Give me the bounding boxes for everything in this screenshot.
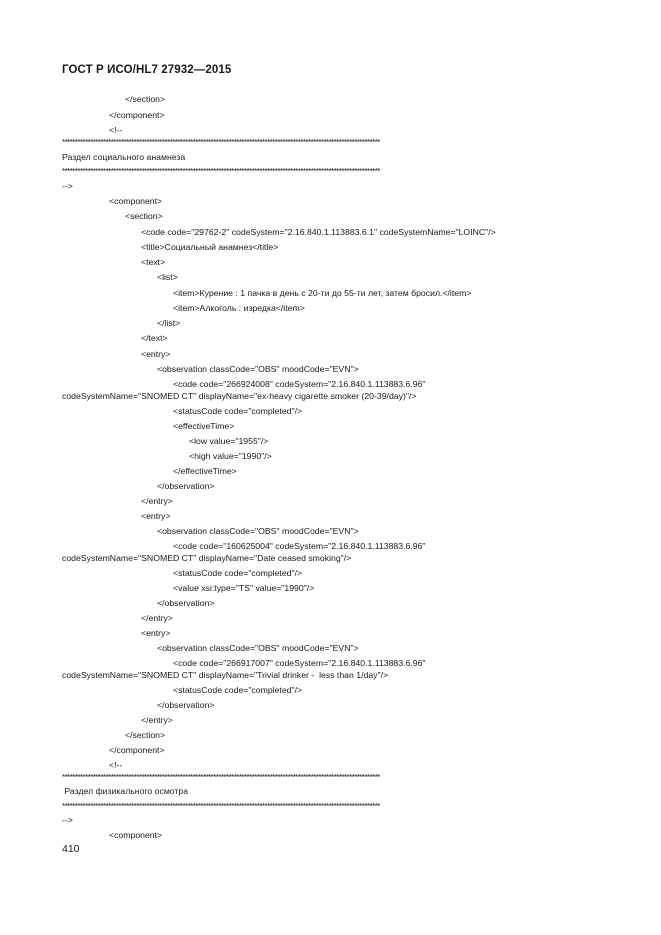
code-line: <entry> [141,511,171,521]
code-line: <observation classCode="OBS" moodCode="EVN"> [157,364,359,374]
code-line: </section> [125,730,166,740]
code-line: <title>Социальный анамнез</title> [141,242,279,252]
code-line: </observation> [157,700,215,710]
code-line: </observation> [157,481,215,491]
code-line: <statusCode code="completed"/> [173,568,303,578]
code-line: <!-- [109,760,123,770]
code-line: <component> [109,196,163,206]
code-line: </entry> [141,613,173,623]
code-line: <high value="1990"/> [189,451,272,461]
page-number: 410 [62,843,80,855]
section-heading: Раздел физикального осмотра [62,786,189,796]
code-line: </effectiveTime> [173,466,237,476]
code-line: <entry> [141,349,171,359]
code-line: <observation classCode="OBS" moodCode="EVN"> [157,526,359,536]
code-line: <!-- [109,125,123,135]
document-header-title: ГОСТ Р ИСО/HL7 27932—2015 [62,64,232,76]
code-line: </list> [157,318,181,328]
code-line: codeSystemName="SNOMED CT" displayName="Date ceased smoking"/> [62,553,352,563]
code-line: <item>Алкоголь : изредка</item> [173,303,305,313]
code-line: --> [62,181,73,191]
code-line: <effectiveTime> [173,421,235,431]
code-line: <observation classCode="OBS" moodCode="EVN"> [157,643,359,653]
code-line: <code code="266924008" codeSystem="2.16.840.1.113883.6.96" [173,379,426,389]
code-line: <entry> [141,628,171,638]
code-line: <statusCode code="completed"/> [173,406,303,416]
code-line: </text> [141,333,168,343]
code-line: <section> [125,211,163,221]
code-line: </entry> [141,715,173,725]
code-line: <code code="29762-2" codeSystem="2.16.840.1.113883.6.1" codeSystemName="LOINC"/> [141,227,496,237]
code-line: <item>Курение : 1 пачка в день с 20-ти до 55-ти лет, затем бросил.</item> [173,288,472,298]
code-line: </entry> [141,496,173,506]
separator-line: **************************************************************************************************************************** [62,139,380,147]
code-line: </section> [125,94,166,104]
code-line: codeSystemName="SNOMED CT" displayName="Trivial drinker - less than 1/day"/> [62,670,389,680]
separator-line: **************************************************************************************************************************** [62,803,380,811]
section-heading: Раздел социального анамнеза [62,152,186,162]
code-line: <statusCode code="completed"/> [173,685,303,695]
code-line: </observation> [157,598,215,608]
code-line: </component> [109,745,165,755]
separator-line: **************************************************************************************************************************** [62,774,380,782]
code-line: <text> [141,257,166,267]
code-line: <code code="160625004" codeSystem="2.16.840.1.113883.6.96" [173,541,426,551]
code-line: <value xsi:type="TS" value="1990"/> [173,583,315,593]
code-line: <list> [157,272,178,282]
code-line: <code code="266917007" codeSystem="2.16.840.1.113883.6.96" [173,658,426,668]
code-line: --> [62,815,73,825]
separator-line: **************************************************************************************************************************** [62,168,380,176]
code-line: <component> [109,830,163,840]
code-line: <low value="1955"/> [189,436,269,446]
code-line: codeSystemName="SNOMED CT" displayName="ex-heavy cigarette smoker (20-39/day)"/> [62,391,417,401]
code-line: </component> [109,110,165,120]
